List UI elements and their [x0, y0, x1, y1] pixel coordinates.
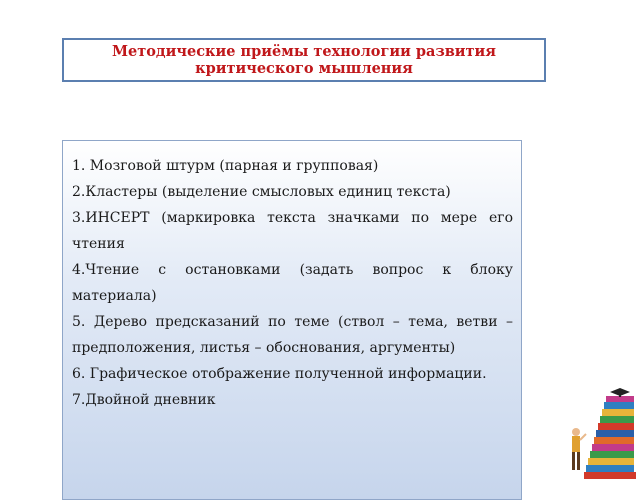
list-item-brainstorm: 1. Мозговой штурм (парная и групповая): [72, 158, 379, 174]
slide-title-line-1: Методические приёмы технологии развития: [112, 43, 496, 60]
list-item-insert: 3.ИНСЕРТ (маркировка текста значками по мере его чтения: [72, 210, 513, 252]
slide-title-box: [62, 38, 546, 82]
list-item-clusters: 2.Кластеры (выделение смысловых единиц текста): [72, 184, 451, 200]
list-item-double-diary: 7.Двойной дневник: [72, 392, 216, 408]
slide-title-line-2: критического мышления: [195, 60, 413, 77]
list-item-reading-with-stops: 4.Чтение с остановками (задать вопрос к блоку материала): [72, 262, 513, 304]
list-item-prediction-tree: 5. Дерево предсказаний по теме (ствол – тема, ветви – предположения, листья – обоснования, аргументы): [72, 314, 513, 356]
slide-title: [112, 43, 496, 77]
book-stairs-illustration-icon: [560, 388, 638, 480]
list-item-graphic-display: 6. Графическое отображение полученной информации.: [72, 366, 487, 382]
techniques-list: [62, 140, 522, 500]
